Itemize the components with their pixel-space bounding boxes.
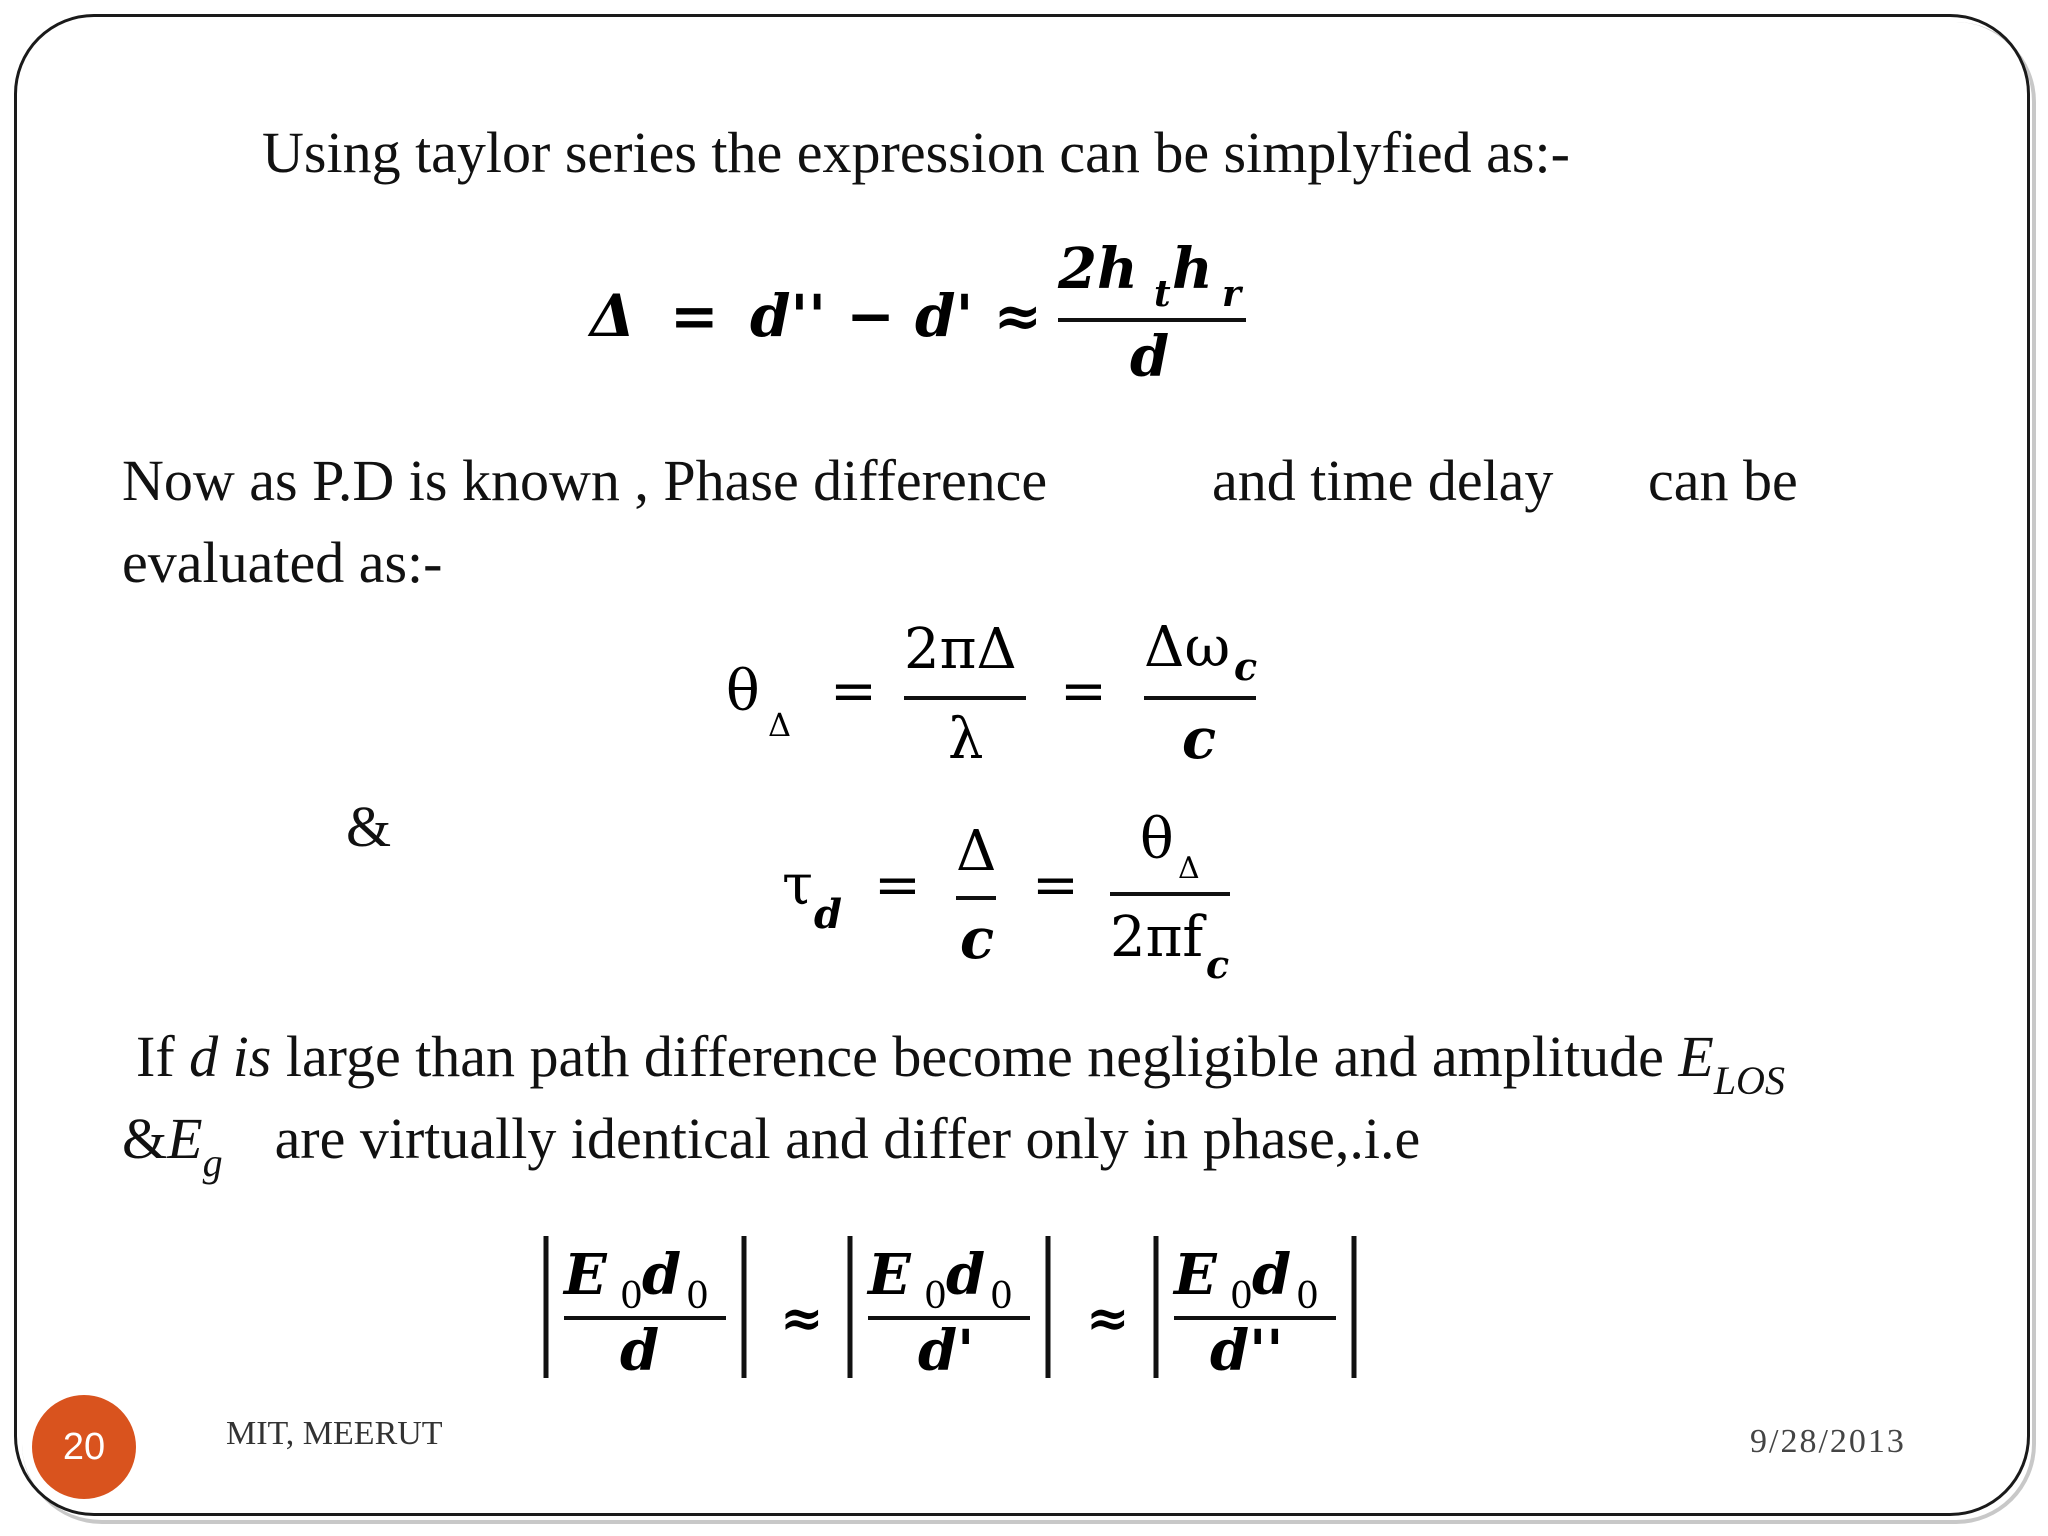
eq4-num-1-sub1: 0 [620,1276,643,1317]
paragraph-line-2 [122,1104,1421,1185]
para-line2-rest: are virtually identical and differ only in phase,.i.e [274,1106,1421,1171]
intro-line: Using taylor series the expression can be simplyfied as:- [262,120,1570,185]
eq4-num-3-sub2: 0 [1296,1276,1319,1317]
equation-phase-difference [720,615,1280,783]
eq4-num-1-e: E [564,1242,607,1308]
equation-2-svg [720,615,1280,778]
eq4-den-1: d [620,1318,660,1384]
eq3-num2: θ [1140,807,1174,872]
eq1-num-r: r [1222,273,1241,315]
eq4-den-3: d'' [1210,1318,1284,1384]
eq2-equals-2: = [1060,659,1107,724]
eq3-lhs-sub: d [814,891,842,938]
eq3-num2-sub: Δ [1178,851,1200,886]
eq2-num2-sub: c [1234,644,1258,689]
eq4-num-3-sub1: 0 [1230,1276,1253,1317]
footer-date: 9/28/2013 [1750,1423,1906,1460]
footer-institution: MIT, MEERUT [226,1415,443,1452]
eq1-num-a: 2h [1058,236,1138,302]
para-los-sub: LOS [1713,1058,1785,1103]
eq3-num1: Δ [956,819,997,884]
para-d: d [189,1024,219,1089]
eq4-num-1-sub2: 0 [686,1276,709,1317]
eq3-den1: c [960,906,995,972]
evaluated-line: evaluated as:- [122,530,443,595]
pd-line-part2: and time delay [1212,448,1554,513]
eq3-equals-1: = [874,853,921,918]
eq4-den-2: d' [918,1318,975,1384]
eq2-num1: 2πΔ [904,617,1017,682]
eq2-num2: Δω [1144,615,1231,680]
equation-1-svg [580,238,1300,398]
eq3-lhs: τ [782,853,813,918]
eq2-lhs: θ [726,659,760,724]
pd-line-part1: Now as P.D is known , Phase difference [122,448,1048,513]
eq3-equals-2: = [1032,853,1079,918]
equation-time-delay [770,800,1270,995]
para-amp: & [122,1106,168,1171]
para-e-los: E [1678,1024,1714,1089]
eq4-num-2-d: d [946,1242,986,1308]
paragraph-line-1 [136,1022,1785,1103]
eq4-num-2-sub2: 0 [990,1276,1013,1317]
para-if: If [136,1024,190,1089]
eq4-num-3-e: E [1174,1242,1217,1308]
eq1-mid: d'' − d' ≈ [750,282,1043,350]
pd-line-part3: can be [1648,448,1798,513]
eq1-num-t: t [1154,273,1171,315]
equation-path-difference [580,238,1300,403]
equation-4-svg [540,1230,1380,1400]
eq2-lhs-sub: Δ [768,706,792,744]
eq2-den1: λ [948,707,984,772]
ampersand: & [346,794,392,859]
eq4-num-1-d: d [642,1242,682,1308]
eq4-approx-1: ≈ [780,1288,824,1349]
page-number-badge: 20 [32,1395,136,1499]
eq3-den2: 2πf [1110,905,1204,970]
eq1-lhs: Δ [590,282,636,350]
eq1-num-b: h [1172,236,1213,302]
equation-3-svg [770,800,1270,990]
eq4-num-3-d: d [1252,1242,1292,1308]
eq4-num-2-sub1: 0 [924,1276,947,1317]
eq4-num-2-e: E [868,1242,911,1308]
eq2-equals-1: = [830,659,877,724]
eq1-equals: = [670,282,719,350]
para-rest: large than path difference become negligible and amplitude [271,1024,1679,1089]
eq1-den: d [1130,324,1170,390]
para-e-g: E [167,1106,203,1171]
eq4-approx-2: ≈ [1086,1288,1130,1349]
equation-amplitudes [540,1230,1380,1405]
para-is: is [218,1024,272,1089]
para-g-sub: g [202,1140,223,1185]
eq3-den2-sub: c [1206,942,1230,987]
eq2-den2: c [1182,706,1217,772]
